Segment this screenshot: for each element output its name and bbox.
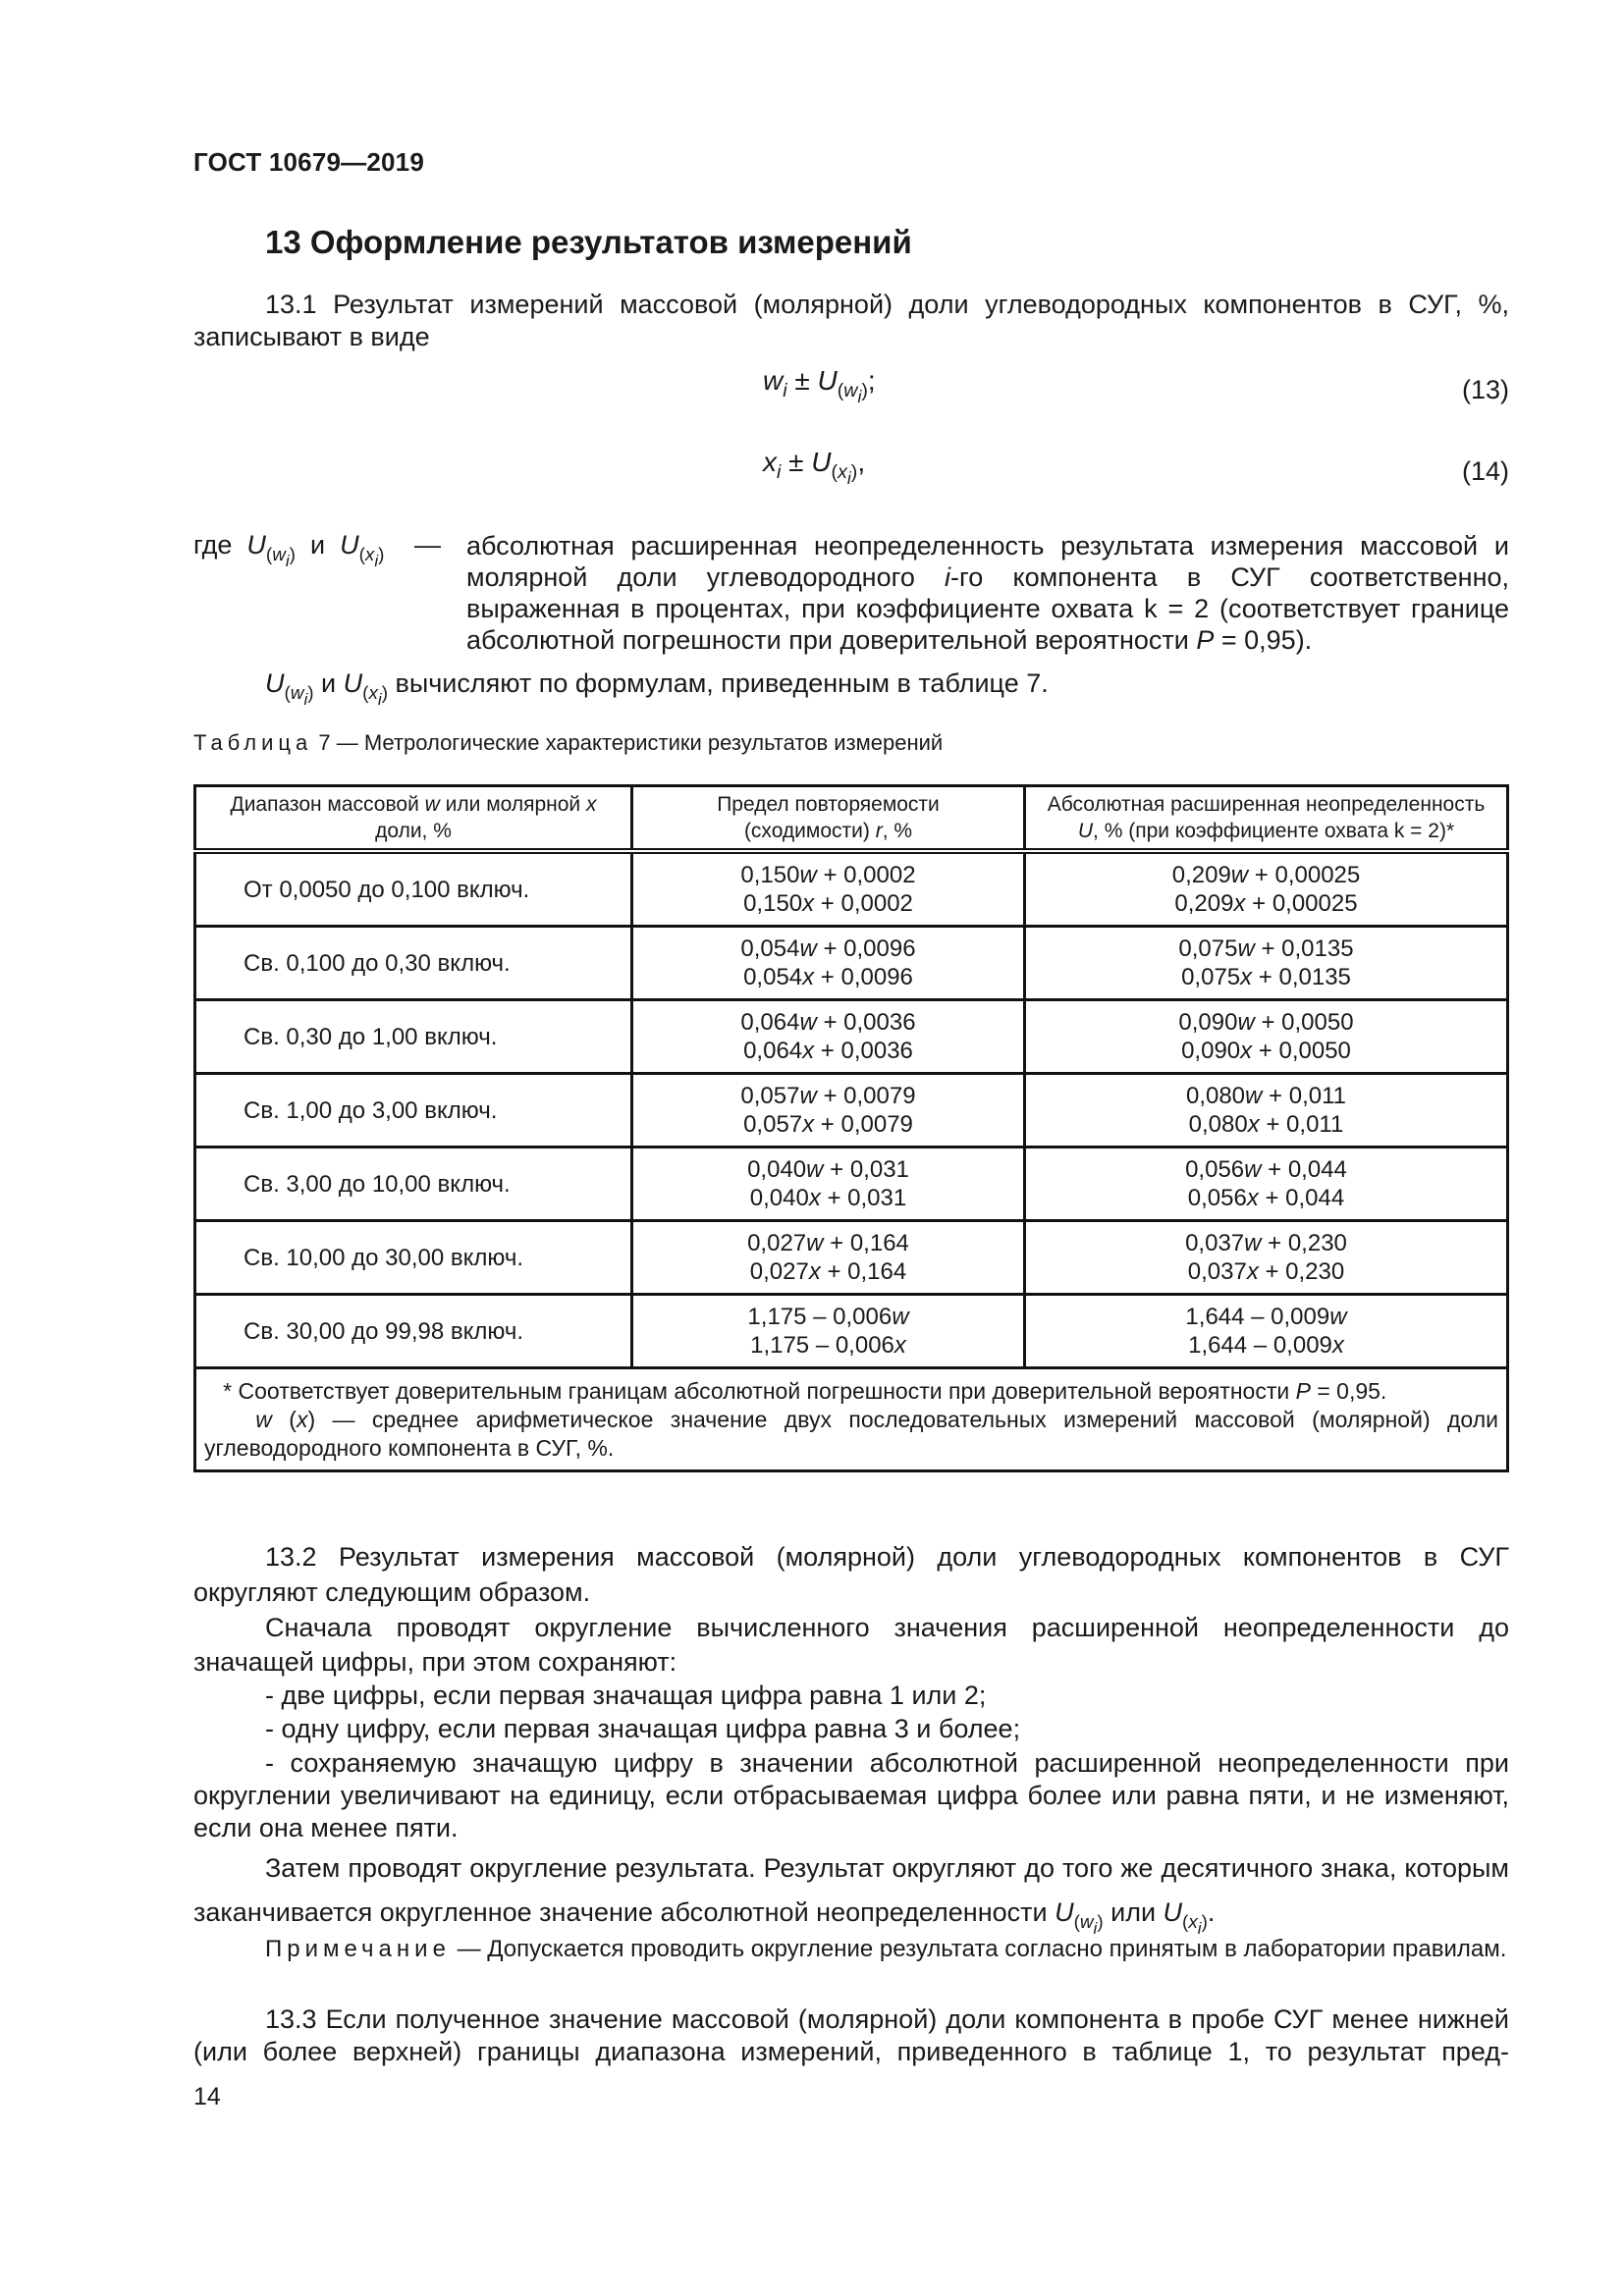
- bullet-increase-digit: - сохраняемую значащую цифру в значении абсолютной расширенной неопределенности при округлении увеличивают на единицу, если отбрасываемая цифра более или равна пяти, и не изменяют, если она менее пяти.: [193, 1748, 1509, 1842]
- repeatability-cell: 0,064w + 0,0036 0,064x + 0,0036: [632, 1000, 1025, 1074]
- formula-14-number: (14): [1461, 456, 1509, 486]
- bullet-one-digit: - одну цифру, если первая значащая цифра равна 3 и более;: [265, 1714, 1021, 1743]
- uncertainty-cell: 0,080w + 0,011 0,080x + 0,011: [1025, 1074, 1508, 1148]
- uncertainty-cell: 0,209w + 0,00025 0,209x + 0,00025: [1025, 851, 1508, 927]
- header-range: Диапазон массовой w или молярной x доли, %: [195, 786, 632, 852]
- repeatability-cell: 0,054w + 0,0096 0,054x + 0,0096: [632, 927, 1025, 1000]
- table-row: [195, 1074, 1508, 1148]
- range-cell: Св. 3,00 до 10,00 включ.: [195, 1148, 632, 1221]
- uncertainty-cell: 1,644 – 0,009w 1,644 – 0,009x: [1025, 1295, 1508, 1368]
- paragraph-rounding-intro: Сначала проводят округление вычисленного значения расширенной неопределенности до значащей цифры, при этом сохраняют:: [193, 1613, 1509, 1677]
- paragraph-13-1-line2: записывают в виде: [193, 322, 430, 351]
- range-cell: Св. 10,00 до 30,00 включ.: [195, 1221, 632, 1295]
- uncertainty-cell: 0,075w + 0,0135 0,075x + 0,0135: [1025, 927, 1508, 1000]
- uncertainty-cell: 0,090w + 0,0050 0,090x + 0,0050: [1025, 1000, 1508, 1074]
- note: Примечание — Допускается проводить округление результата согласно принятым в лаборатории правилам.: [265, 1936, 1507, 1962]
- repeatability-cell: 0,027w + 0,164 0,027x + 0,164: [632, 1221, 1025, 1295]
- where-definition: абсолютная расширенная неопределенность результата измерения массовой и молярной доли углеводородного i-го компонента в СУГ соответственно, выраженная в процентах, при коэффициенте охвата k = 2 (соответствует границе абсолютной погрешности при доверительной вероятности P = 0,95).: [466, 531, 1509, 655]
- table-row: [195, 851, 1508, 927]
- bullet-two-digits: - две цифры, если первая значащая цифра равна 1 или 2;: [265, 1681, 987, 1710]
- page-number: 14: [193, 2083, 221, 2110]
- calc-formulas-line: $U_{(w_i)}$ и $U_{(x_i)}$ вычисляют по формулам, приведенным в таблице 7.: [265, 668, 1049, 709]
- paragraph-13-3: 13.3 Если полученное значение массовой (молярной) доли компонента в пробе СУГ менее нижней (или более верхней) границы диапазона измерений, приведенного в таблице 1, то результат пред-: [193, 2004, 1509, 2066]
- table-7-metrological-characteristics: [193, 784, 1509, 1472]
- repeatability-cell: 1,175 – 0,006w 1,175 – 0,006x: [632, 1295, 1025, 1368]
- table-footnote: * Соответствует доверительным границам абсолютной погрешности при доверительной вероятности P = 0,95. w (x) — среднее арифметическое значение двух последовательных измерений массовой (молярной) доли углеводородного компонента в СУГ, %.: [195, 1368, 1508, 1471]
- paragraph-then-round: Затем проводят округление результата. Результат округляют до того же десятичного знака, которым заканчивается округленное значение абсолютной неопределенности $U_{(w_i)}$ или $U_{(x_i)}$.: [193, 1853, 1509, 1938]
- uncertainty-cell: 0,037w + 0,230 0,037x + 0,230: [1025, 1221, 1508, 1295]
- range-cell: Св. 1,00 до 3,00 включ.: [195, 1074, 632, 1148]
- paragraph-13-2: 13.2 Результат измерения массовой (молярной) доли углеводородных компонентов в СУГ округляют следующим образом.: [193, 1542, 1509, 1607]
- table-row: [195, 1221, 1508, 1295]
- header-uncertainty: Абсолютная расширенная неопределенность U, % (при коэффициенте охвата k = 2)*: [1025, 786, 1508, 852]
- range-cell: Св. 30,00 до 99,98 включ.: [195, 1295, 632, 1368]
- where-dash: —: [414, 530, 441, 560]
- formula-14: $x_i \pm U_{(x_i)}$,: [763, 447, 866, 489]
- formula-13-number: (13): [1461, 375, 1509, 404]
- where-symbols: где $U_{(w_i)}$ и $U_{(x_i)}$: [193, 530, 385, 570]
- document-code-header: ГОСТ 10679—2019: [193, 147, 424, 177]
- repeatability-cell: 0,057w + 0,0079 0,057x + 0,0079: [632, 1074, 1025, 1148]
- range-cell: Св. 0,30 до 1,00 включ.: [195, 1000, 632, 1074]
- header-repeatability: Предел повторяемости (сходимости) r, %: [632, 786, 1025, 852]
- table-header-row: [195, 786, 1508, 852]
- table-footnote-row: [195, 1368, 1508, 1471]
- repeatability-cell: 0,040w + 0,031 0,040x + 0,031: [632, 1148, 1025, 1221]
- section-title: 13 Оформление результатов измерений: [265, 224, 912, 260]
- range-cell: От 0,0050 до 0,100 включ.: [195, 851, 632, 927]
- paragraph-13-1-line1: 13.1 Результат измерений массовой (молярной) доли углеводородных компонентов в СУГ, %,: [265, 290, 1509, 319]
- table-row: [195, 1295, 1508, 1368]
- uncertainty-cell: 0,056w + 0,044 0,056x + 0,044: [1025, 1148, 1508, 1221]
- range-cell: Св. 0,100 до 0,30 включ.: [195, 927, 632, 1000]
- repeatability-cell: 0,150w + 0,0002 0,150x + 0,0002: [632, 851, 1025, 927]
- formula-13: $w_i \pm U_{(w_i)}$;: [763, 365, 876, 407]
- table-7-caption: Таблица 7 — Метрологические характеристики результатов измерений: [193, 730, 944, 755]
- table-row: [195, 1000, 1508, 1074]
- table-row: [195, 1148, 1508, 1221]
- table-row: [195, 927, 1508, 1000]
